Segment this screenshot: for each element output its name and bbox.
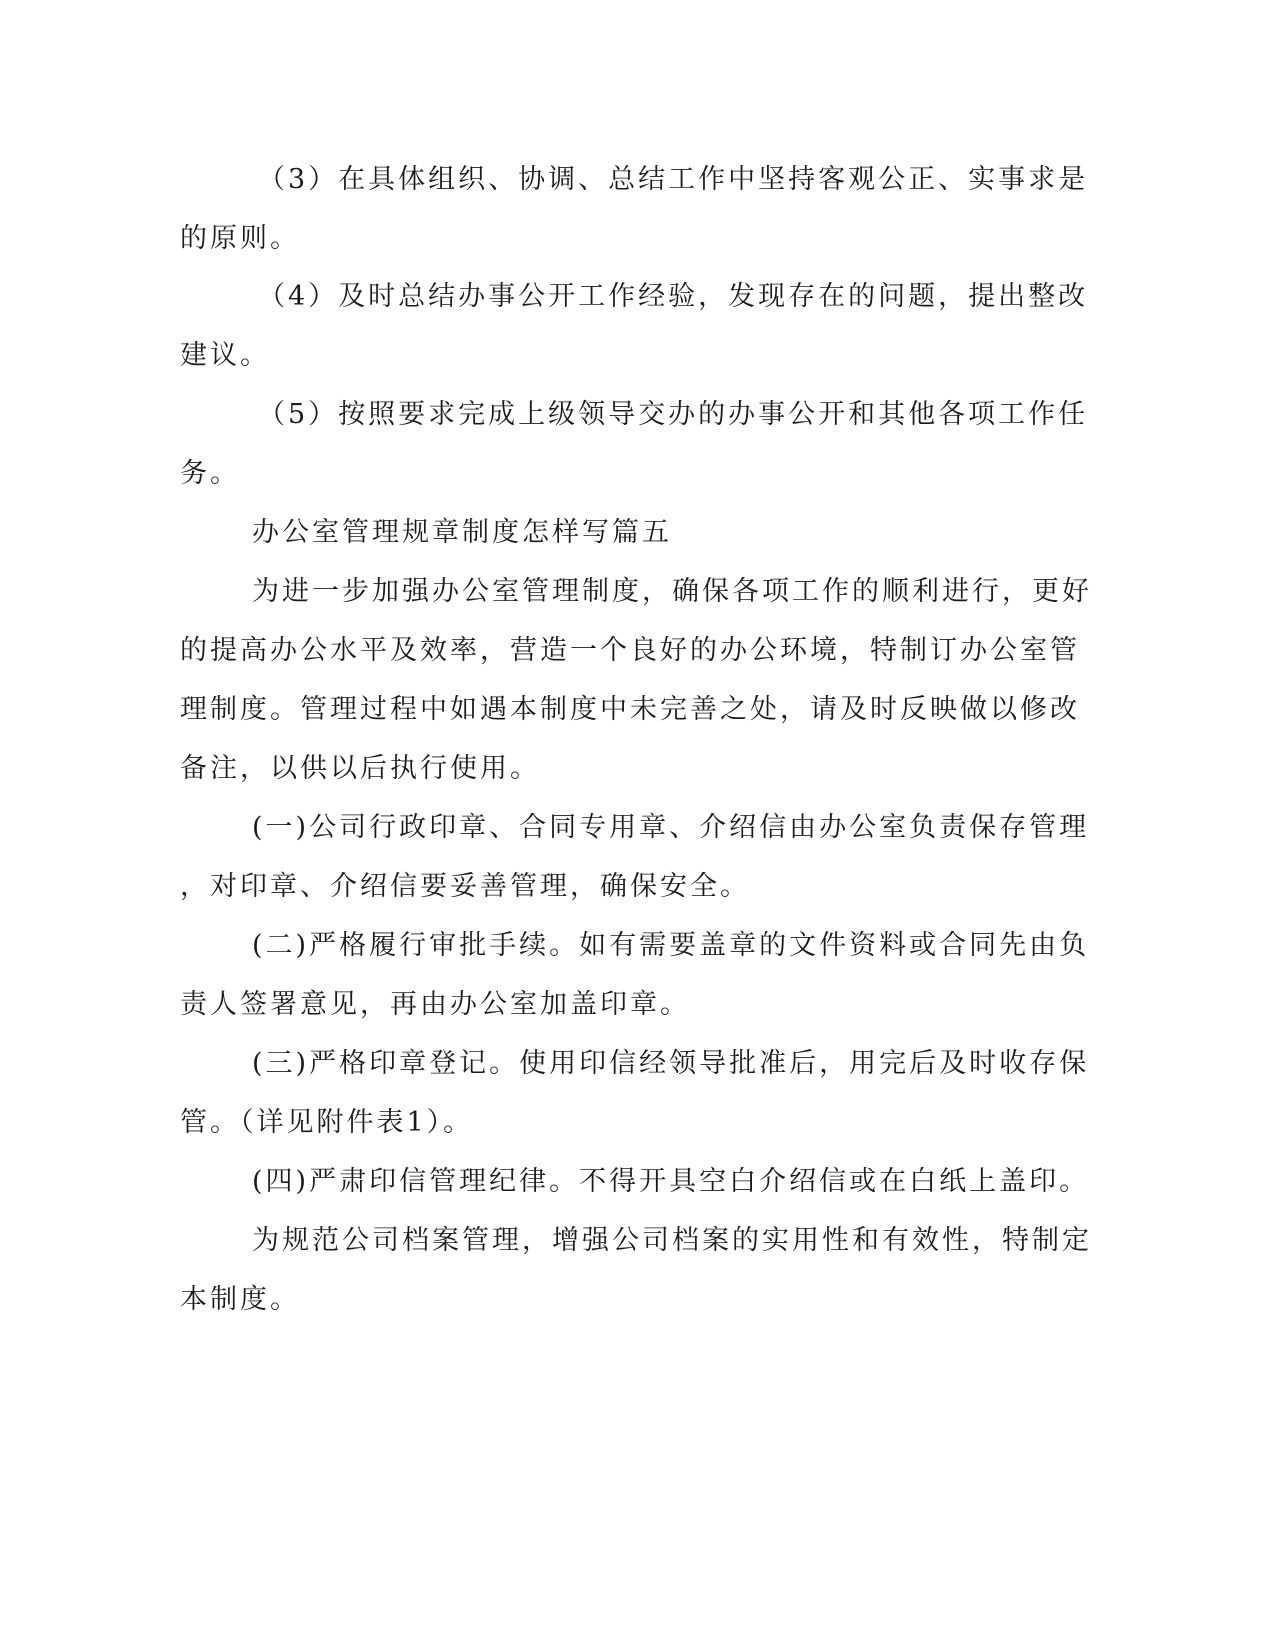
paragraph-line: 的原则。 <box>180 223 300 254</box>
paragraph-line: 理制度。管理过程中如遇本制度中未完善之处，请及时反映做以修改 <box>180 694 1080 725</box>
paragraph-line: 责人签署意见，再由办公室加盖印章。 <box>180 989 690 1020</box>
paragraph-line: 为进一步加强办公室管理制度，确保各项工作的顺利进行，更好 <box>252 576 1092 607</box>
paragraph-line: （3）在具体组织、协调、总结工作中坚持客观公正、实事求是 <box>258 164 1089 195</box>
paragraph-line: (一)公司行政印章、合同专用章、介绍信由办公室负责保存管理 <box>252 812 1090 843</box>
paragraph-line: 为规范公司档案管理，增强公司档案的实用性和有效性，特制定 <box>252 1225 1092 1256</box>
paragraph-line: 本制度。 <box>180 1284 300 1315</box>
paragraph-line: 务。 <box>180 458 240 489</box>
paragraph-line: (四)严肃印信管理纪律。不得开具空白介绍信或在白纸上盖印。 <box>252 1166 1090 1197</box>
paragraph-line: 建议。 <box>180 340 270 371</box>
paragraph-line: 管。（详见附件表1）。 <box>180 1107 474 1138</box>
paragraph-line: 的提高办公水平及效率，营造一个良好的办公环境，特制订办公室管 <box>180 635 1080 666</box>
paragraph-line: （4）及时总结办事公开工作经验，发现存在的问题，提出整改 <box>258 281 1089 312</box>
paragraph-line: (三)严格印章登记。使用印信经领导批准后，用完后及时收存保 <box>252 1048 1090 1079</box>
paragraph-line: (二)严格履行审批手续。如有需要盖章的文件资料或合同先由负 <box>252 930 1090 961</box>
paragraph-line: （5）按照要求完成上级领导交办的办事公开和其他各项工作任 <box>258 399 1089 430</box>
paragraph-line: 备注，以供以后执行使用。 <box>180 753 540 784</box>
section-heading: 办公室管理规章制度怎样写篇五 <box>252 517 672 548</box>
paragraph-line: ，对印章、介绍信要妥善管理，确保安全。 <box>180 871 750 902</box>
